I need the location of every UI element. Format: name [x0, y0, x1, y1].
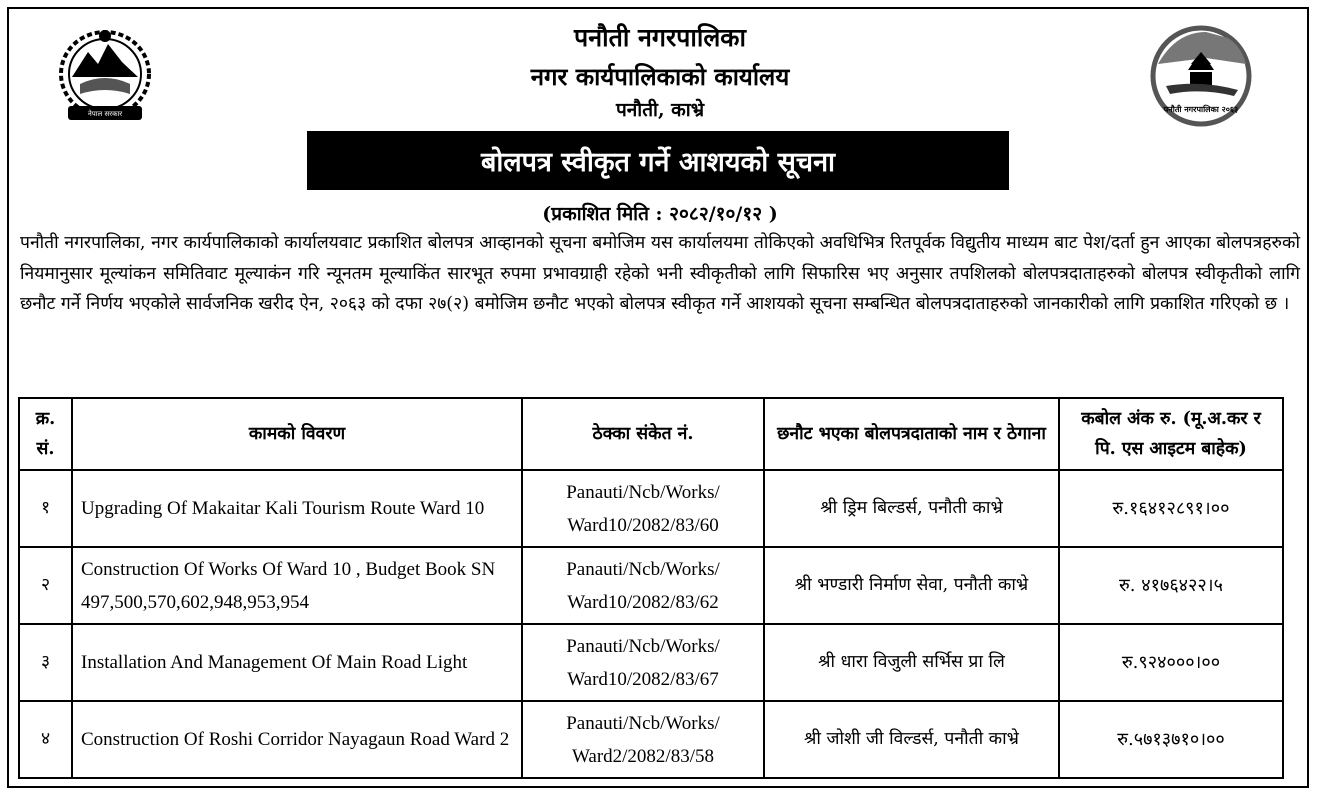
table-row [19, 624, 1283, 701]
cell-contract-no: Panauti/Ncb/Works/ Ward2/2082/83/58 [522, 701, 764, 778]
office-address: पनौती, काभ्रे [615, 99, 705, 121]
header-contract-no: ठेक्का संकेत नं. [522, 398, 764, 470]
cell-bidder: श्री जोशी जी विल्डर्स, पनौती काभ्रे [764, 701, 1059, 778]
table-row [19, 470, 1283, 547]
cell-amount: रु.१६४१२८९१।०० [1059, 470, 1283, 547]
cell-sn: ४ [19, 701, 72, 778]
table-row [19, 547, 1283, 624]
cell-sn: ३ [19, 624, 72, 701]
cell-amount: रु.९२४०००।०० [1059, 624, 1283, 701]
cell-bidder: श्री धारा विजुली सर्भिस प्रा लि [764, 624, 1059, 701]
cell-bidder: श्री भण्डारी निर्माण सेवा, पनौती काभ्रे [764, 547, 1059, 624]
bid-acceptance-table [18, 397, 1284, 779]
table-row [19, 701, 1283, 778]
header-bidder: छनौट भएका बोलपत्रदाताको नाम र ठेगाना [764, 398, 1059, 470]
cell-amount: रु.५७१३७१०।०० [1059, 701, 1283, 778]
published-date: (प्रकाशित मिति : २०८२/१०/१२ ) [542, 203, 778, 225]
cell-description: Construction Of Works Of Ward 10 , Budget Book SN 497,500,570,602,948,953,954 [72, 547, 522, 624]
cell-description: Construction Of Roshi Corridor Nayagaun Road Ward 2 [72, 701, 522, 778]
header-sn: क्र. सं. [19, 398, 72, 470]
notice-body-text: पनौती नगरपालिका, नगर कार्यपालिकाको कार्यालयवाट प्रकाशित बोलपत्र आव्हानको सूचना बमोजिम यस कार्यालयमा तोकिएको अवधिभित्र रितपूर्वक विद्युतीय माध्यम बाट पेश/दर्ता हुन आएका बोलपत्रहरुको नियमानुसार मूल्यांकन समितिवाट मूल्याकंन गरि न्यूनतम मूल्याकिंत सारभूत रुपमा प्रभावग्राही रहेको भनी स्वीकृतीको लागि सिफारिस भए अनुसार तपशिलको बोलपत्रदाताहरुको बोलपत्र स्वीकृतीको लागि छनौट गर्ने निर्णय भएकोले सार्वजनिक खरीद ऐन, २०६३ को दफा २७(२) बमोजिम छनौट भएको बोलपत्र स्वीकृत गर्ने आशयको सूचना सम्बन्धित बोलपत्रदाताहरुको जानकारीको लागि प्रकाशित गरिएको छ । [20, 233, 1300, 314]
cell-contract-no: Panauti/Ncb/Works/ Ward10/2082/83/62 [522, 547, 764, 624]
cell-sn: २ [19, 547, 72, 624]
header-amount: कबोल अंक रु. (मू.अ.कर र पि. एस आइटम बाहेक) [1059, 398, 1283, 470]
header-description: कामको विवरण [72, 398, 522, 470]
cell-description: Upgrading Of Makaitar Kali Tourism Route Ward 10 [72, 470, 522, 547]
cell-sn: १ [19, 470, 72, 547]
cell-contract-no: Panauti/Ncb/Works/ Ward10/2082/83/67 [522, 624, 764, 701]
municipality-title: पनौती नगरपालिका [574, 23, 746, 52]
office-name: नगर कार्यपालिकाको कार्यालय [530, 62, 790, 91]
notice-title-banner: बोलपत्र स्वीकृत गर्ने आशयको सूचना [307, 131, 1009, 190]
cell-amount: रु. ४१७६४२२।५ [1059, 547, 1283, 624]
table-header-row [19, 398, 1283, 470]
cell-bidder: श्री ड्रिम बिल्डर्स, पनौती काभ्रे [764, 470, 1059, 547]
logo-text: पनौती नगरपालिका २०६३ [1163, 105, 1239, 114]
cell-description: Installation And Management Of Main Road Light [72, 624, 522, 701]
emblem-scroll-text: नेपाल सरकार [87, 110, 123, 118]
cell-contract-no: Panauti/Ncb/Works/ Ward10/2082/83/60 [522, 470, 764, 547]
